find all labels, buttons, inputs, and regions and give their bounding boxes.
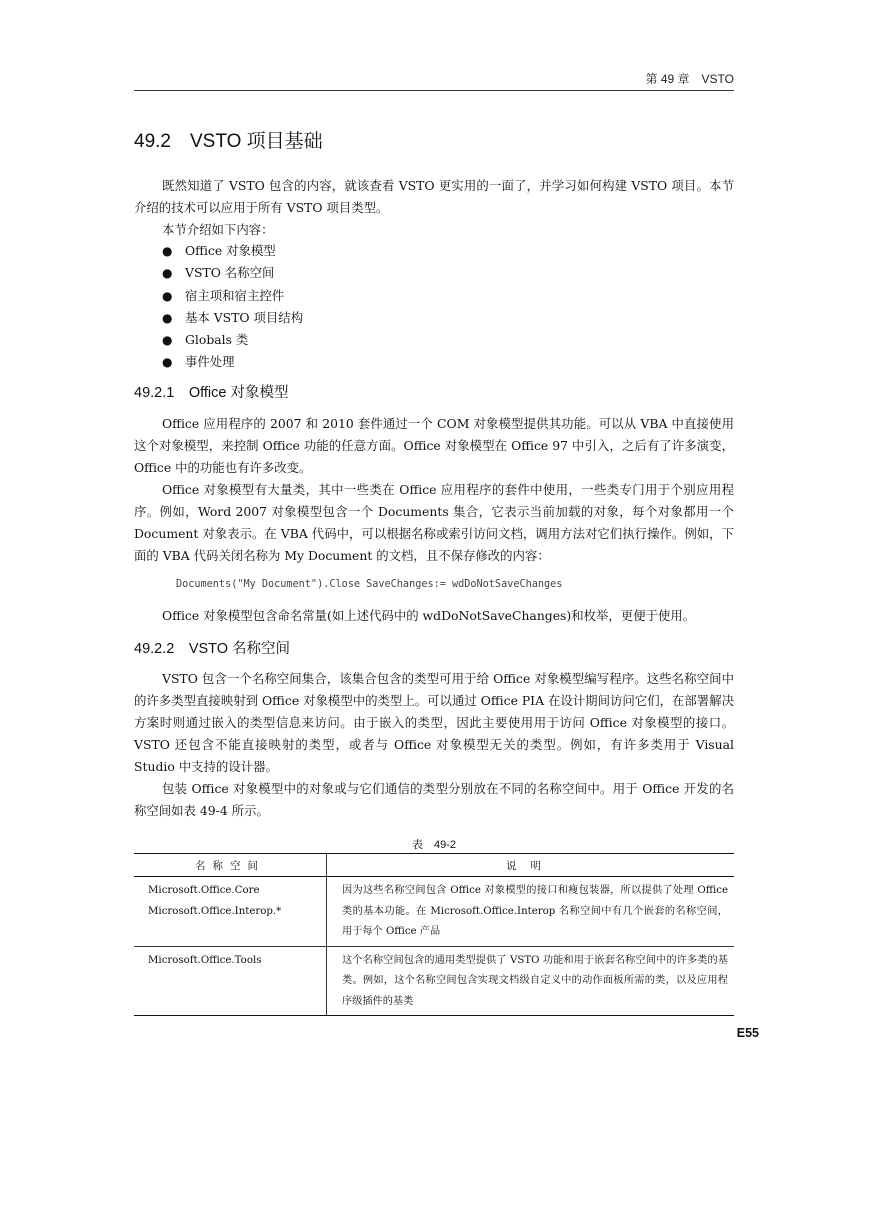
bullet-icon: ● (162, 288, 173, 303)
code-sample: Documents("My Document").Close SaveChanges:= wdDoNotSaveChanges (176, 579, 563, 590)
namespace-name: Microsoft.Office.Tools (148, 954, 262, 966)
list-item (162, 329, 303, 351)
intro-list-lead: 本节介绍如下内容： (162, 222, 274, 237)
list-item (162, 307, 303, 329)
list-item-label: 事件处理 (185, 354, 235, 370)
topic-list (162, 240, 303, 374)
object-model-paragraph-1: Office 应用程序的 2007 和 2010 套件通过一个 COM 对象模型提供其功能。可以从 VBA 中直接使用这个对象模型，来控制 Office 功能的任意方面。Office 对象模型在 Office 97 中引入，之后有了许多演变，Office 中的功能也有许多改变。 (134, 416, 734, 475)
namespace-name: Microsoft.Office.Interop.* (148, 905, 282, 917)
namespaces-paragraph-1: VSTO 包含一个名称空间集合，该集合包含的类型可用于给 Office 对象模型编写程序。这些名称空间中的许多类型直接映射到 Office 对象模型中的类型上。可以通过 Office PIA 在设计期间访问它们，在部署解决方案时则通过嵌入的类型信息来访问。由于嵌入的类型，因此主要使用用于访问 Office 对象模型的接口。VSTO 还包含不能直接映射的类型，或者与 Office 对象模型无关的类型。例如，有许多类用于 Visual Studio 中支持的设计器。 (134, 671, 734, 774)
namespace-cell (134, 946, 327, 1016)
page-number: E55 (736, 1026, 759, 1040)
bullet-icon: ● (162, 333, 173, 348)
namespaces-paragraph-2: 包装 Office 对象模型中的对象或与它们通信的类型分别放在不同的名称空间中。用于 Office 开发的名称空间如表 49-4 所示。 (134, 781, 734, 818)
list-item-label: 宿主项和宿主控件 (185, 287, 285, 303)
bullet-icon: ● (162, 244, 173, 258)
object-model-paragraph-2: Office 对象模型有大量类，其中一些类在 Office 应用程序的套件中使用，一些类专门用于个别应用程序。例如，Word 2007 对象模型包含一个 Documents 集合，它表示当前加载的对象，每个对象都用一个 Document 对象表示。在 VBA 代码中，可以根据名称或索引访问文档，调用方法对它们执行操作。例如，下面的 VBA 代码关闭名称为 My Document 的文档，且不保存修改的内容： (134, 482, 734, 563)
list-item-label: VSTO 名称空间 (185, 265, 275, 281)
table-header-row (134, 854, 734, 877)
list-item (162, 285, 303, 307)
namespace-table (134, 853, 734, 1016)
section-title: 49.2 VSTO 项目基础 (134, 131, 323, 152)
table-row (134, 877, 734, 947)
list-item (162, 351, 303, 373)
namespace-name: Microsoft.Office.Core (148, 885, 260, 896)
list-item-label: Globals 类 (185, 332, 249, 348)
table-caption: 表 49-2 (411, 839, 457, 851)
table-row (134, 946, 734, 1016)
column-header-namespace: 名称空间 (134, 854, 327, 877)
description-cell: 这个名称空间包含的通用类型提供了 VSTO 功能和用于嵌套名称空间中的许多类的基类。例如，这个名称空间包含实现文档级自定义中的动作面板所需的类，以及应用程序级插件的基类 (327, 946, 735, 1016)
subsection-title-object-model: 49.2.1 Office 对象模型 (134, 385, 289, 401)
description-cell: 因为这些名称空间包含 Office 对象模型的接口和瘦包装器，所以提供了处理 Office 类的基本功能。在 Microsoft.Office.Interop 名称空间中有几个嵌套的名称空间，用于每个 Office 产品 (327, 877, 735, 947)
intro-paragraph: 既然知道了 VSTO 包含的内容，就该查看 VSTO 更实用的一面了，并学习如何构建 VSTO 项目。本节介绍的技术可以应用于所有 VSTO 项目类型。 (134, 178, 734, 215)
namespace-cell (134, 877, 327, 947)
subsection-title-namespaces: 49.2.2 VSTO 名称空间 (134, 641, 291, 657)
list-item (162, 240, 303, 262)
list-item-label: 基本 VSTO 项目结构 (185, 309, 304, 325)
column-header-description: 说明 (327, 854, 735, 877)
list-item-label: Office 对象模型 (185, 243, 276, 258)
bullet-icon: ● (162, 310, 173, 325)
bullet-icon: ● (162, 266, 173, 281)
bullet-icon: ● (162, 355, 173, 370)
chapter-header-text: 第 49 章 VSTO (645, 72, 734, 86)
running-header (134, 68, 734, 91)
list-item (162, 262, 303, 284)
object-model-paragraph-3: Office 对象模型包含命名常量(如上述代码中的 wdDoNotSaveChanges)和枚举，更便于使用。 (162, 608, 696, 623)
